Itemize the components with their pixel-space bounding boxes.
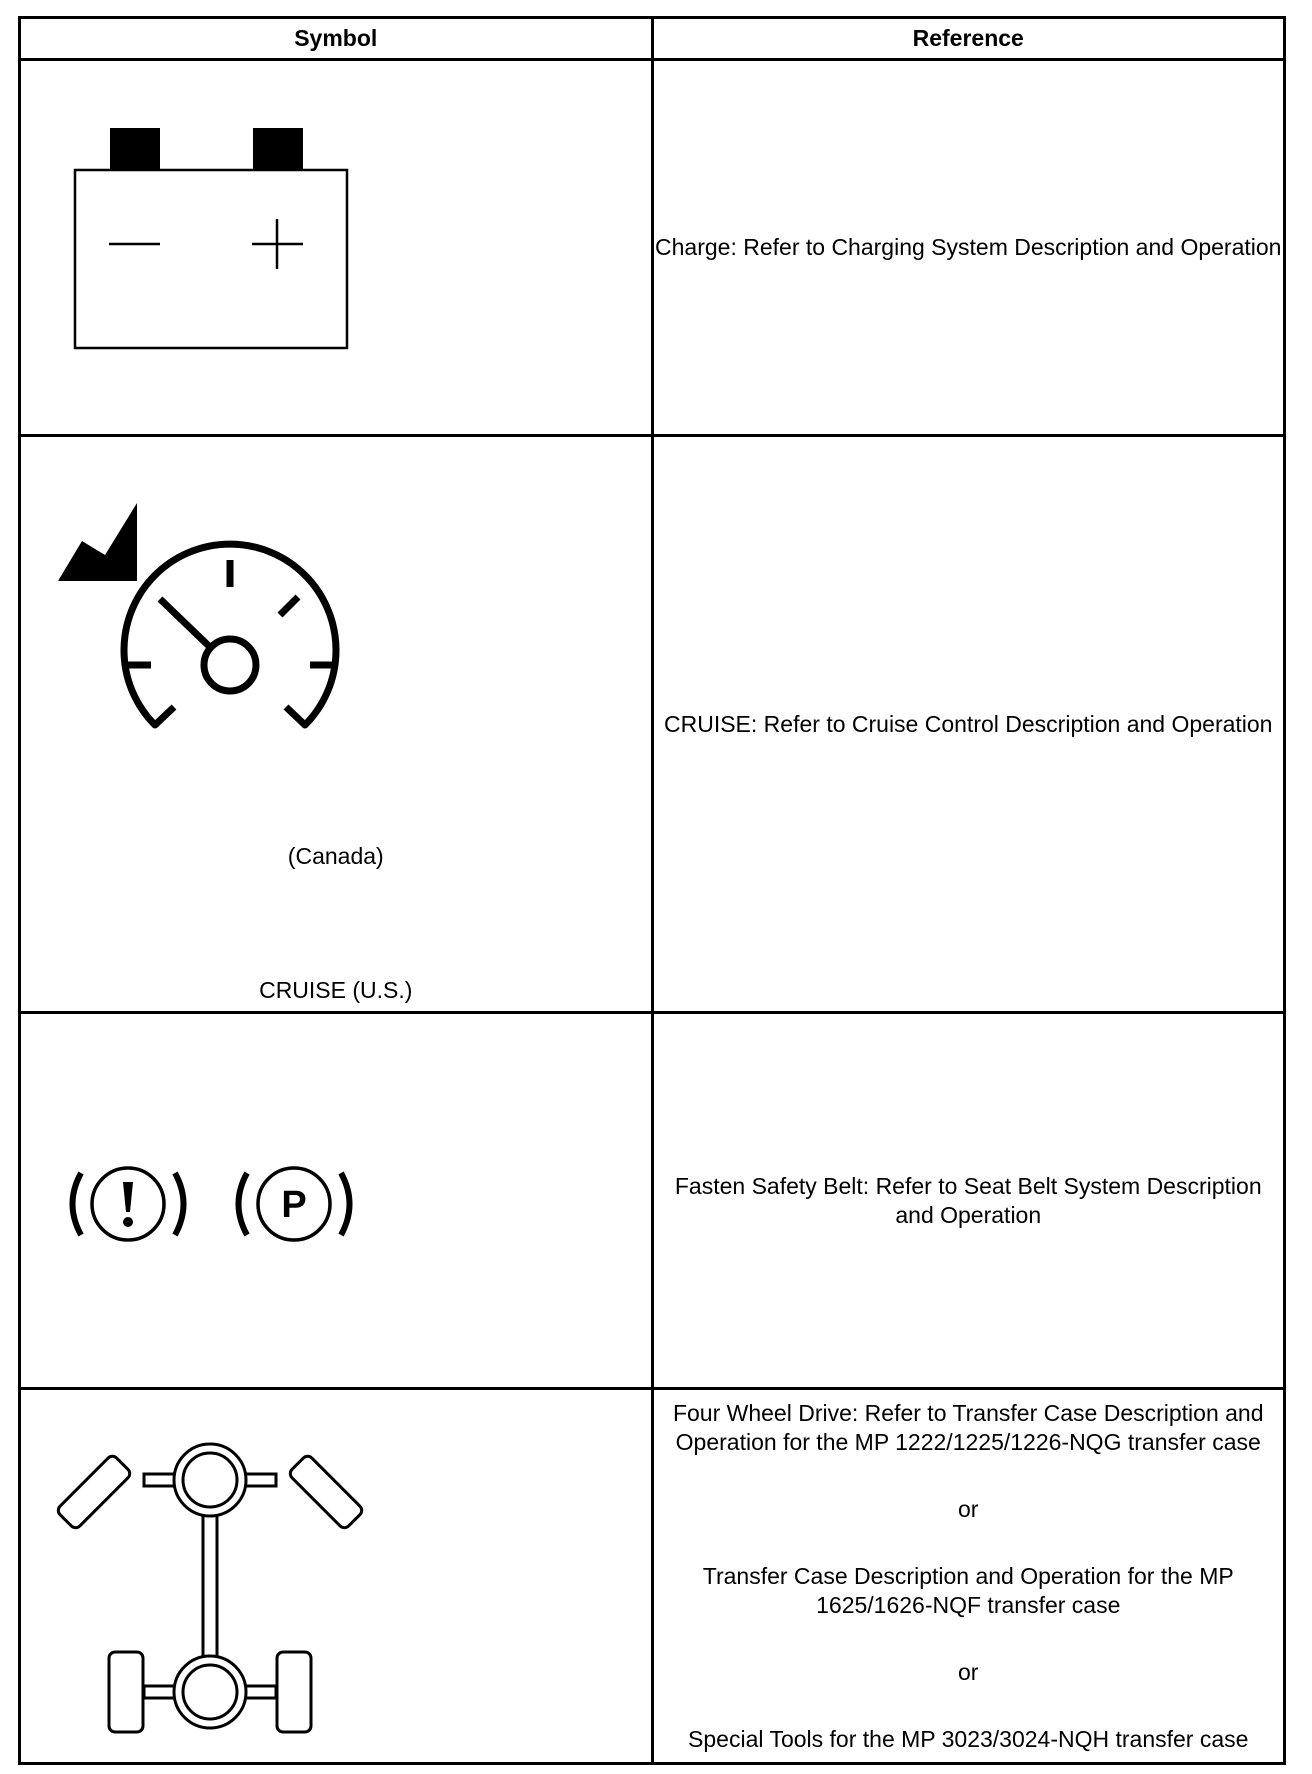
- brake-warning-icon: [73, 1168, 184, 1240]
- svg-text:P: P: [281, 1184, 307, 1226]
- symbol-column-header: Symbol: [20, 18, 653, 60]
- table-row: [20, 1389, 1285, 1764]
- table-row: [20, 60, 1285, 436]
- seat-belt-warning-icons: [21, 1014, 398, 1387]
- symbol-cell: [20, 436, 653, 1013]
- reference-line: Four Wheel Drive: Refer to Transfer Case Description and Operation for the MP 1222/1225/1226-NQG transfer case: [672, 1399, 1264, 1455]
- parking-brake-icon: [239, 1168, 350, 1240]
- symbol-cell: [20, 60, 653, 436]
- reference-line: Special Tools for the MP 3023/3024-NQH transfer case: [688, 1725, 1249, 1752]
- reference-cell: [652, 1389, 1285, 1764]
- table-row: [20, 1013, 1285, 1389]
- cruise-control-icon: [21, 437, 398, 757]
- symbol-cell: [20, 1389, 653, 1764]
- reference-line: or: [958, 1495, 979, 1522]
- reference-line: Transfer Case Description and Operation for the MP 1625/1626-NQF transfer case: [702, 1562, 1234, 1618]
- table-row: [20, 436, 1285, 1013]
- symbol-cell: [20, 1013, 653, 1389]
- battery-icon: [21, 61, 398, 434]
- reference-column-header: Reference: [652, 18, 1285, 60]
- reference-cell: Fasten Safety Belt: Refer to Seat Belt System Description and Operation: [652, 1013, 1285, 1389]
- canada-caption: (Canada): [287, 843, 384, 869]
- reference-cell: CRUISE: Refer to Cruise Control Description and Operation: [652, 436, 1285, 1013]
- symbol-reference-table: [18, 16, 1286, 1765]
- us-caption: CRUISE (U.S.): [259, 977, 413, 1003]
- reference-line: or: [958, 1658, 979, 1685]
- four-wheel-drive-icon: [21, 1390, 398, 1762]
- reference-cell: Charge: Refer to Charging System Description and Operation: [652, 60, 1285, 436]
